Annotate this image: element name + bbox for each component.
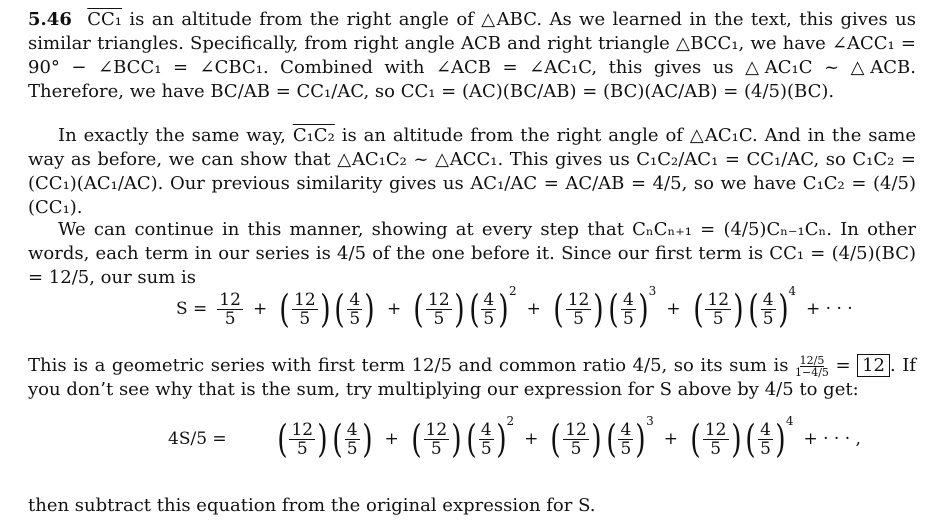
- term-4: ( $\frac{12}{5}$ ) ( $\frac{4}{5}$ ) 3: [553, 284, 657, 331]
- paragraph-2: [28, 124, 916, 220]
- segment-cc1: CC₁: [87, 9, 122, 30]
- term-3b: ( $\frac{12}{5}$ ) ( $\frac{4}{5}$ ) 2: [410, 414, 515, 461]
- paragraph-5-text: then subtract this equation from the original expression for S.: [28, 495, 596, 516]
- term-4b: ( $\frac{12}{5}$ ) ( $\frac{4}{5}$ ) 3: [550, 414, 654, 461]
- eq2-lhs: 4S/5 =: [168, 429, 227, 449]
- segment-c1c2: C₁C₂: [292, 125, 335, 146]
- term-2: ( $\frac{12}{5}$ ) ( $\frac{4}{5}$ ): [279, 287, 375, 331]
- paragraph-2-text: is an altitude from the right angle of △AC₁C. And in the same way as before, we can show that △AC₁C₂ ~ △ACC₁. This gives us C₁C₂/AC₁ = CC₁/AC, so C₁C₂ = (CC₁)(AC₁/AC). Our previous similarity gives us AC₁/AC = AC/AB = 4/5, so we have C₁C₂ = (4/5)(CC₁).: [28, 125, 916, 218]
- term-1: $\frac{12}{5}$: [219, 289, 241, 329]
- eq1-ellipsis: + · · ·: [805, 299, 853, 319]
- paragraph-4-after: . If you don’t see why that is the sum, try multiplying our expression for S above by 4/5 to get:: [28, 355, 916, 400]
- problem-number: 5.46: [28, 9, 72, 30]
- eq1-lhs: S =: [176, 299, 208, 319]
- paragraph-4: This is a geometric series with first term 12/5 and common ratio 4/5, so its sum is $\frac{12/5}{1-4/5}$ = 12 . If you don’t see why that is the sum, try multiplying our expression for S above by 4/5 to get:: [28, 353, 916, 400]
- equation-s: S = $\frac{12}{5}$ + ( $\frac{12}{5}$ ) ( $\frac{4}{5}$ ) + ( $\frac{12}{5}$ ) ( $\frac{4}{5}$ ) 2 + ( $\frac{12}{5}$ ) ( $\frac{4}{5}$ ) 3 + ( $\frac{12}{5}$ ) ( $\frac{4}{5}$ ) 4 + · · ·: [176, 284, 853, 331]
- term-2b: ( $\frac{12}{5}$ ) ( $\frac{4}{5}$ ): [276, 417, 373, 461]
- sum-fraction: $\frac{12/5}{1-4/5}$: [795, 353, 829, 379]
- eq2-ellipsis: + · · · ,: [803, 429, 861, 449]
- answer-box: 12: [857, 354, 890, 377]
- paragraph-4-before: This is a geometric series with first term 12/5 and common ratio 4/5, so its sum is: [28, 355, 789, 376]
- term-5: ( $\frac{12}{5}$ ) ( $\frac{4}{5}$ ) 4: [692, 284, 796, 331]
- term-5b: ( $\frac{12}{5}$ ) ( $\frac{4}{5}$ ) 4: [690, 414, 794, 461]
- paragraph-2-lead: In exactly the same way,: [58, 125, 286, 146]
- paragraph-5: [28, 494, 916, 518]
- term-3: ( $\frac{12}{5}$ ) ( $\frac{4}{5}$ ) 2: [413, 284, 517, 331]
- paragraph-1-text: is an altitude from the right angle of △ABC. As we learned in the text, this gives us similar triangles. Specifically, from right angle ACB and right triangle △BCC₁, we have ∠ACC₁ = 90° − ∠BCC₁ = ∠CBC₁. Combined with ∠ACB = ∠AC₁C, this gives us △AC₁C ~ △ACB. Therefore, we have BC/AB = CC₁/AC, so CC₁ = (AC)(BC/AB) = (BC)(AC/AB) = (4/5)(BC).: [28, 9, 916, 102]
- paragraph-1: [28, 8, 916, 104]
- paragraph-3: [28, 218, 916, 290]
- equation-4s5: 4S/5 = ( $\frac{12}{5}$ ) ( $\frac{4}{5}$ ) + ( $\frac{12}{5}$ ) ( $\frac{4}{5}$ ) 2 + ( $\frac{12}{5}$ ) ( $\frac{4}{5}$ ) 3 + ( $\frac{12}{5}$ ) ( $\frac{4}{5}$ ) 4 + · · · ,: [168, 414, 861, 461]
- paragraph-3-text: We can continue in this manner, showing at every step that CₙCₙ₊₁ = (4/5)Cₙ₋₁Cₙ. In other words, each term in our series is 4/5 of the one before it. Since our first term is CC₁ = (4/5)(BC) = 12/5, our sum is: [28, 219, 916, 288]
